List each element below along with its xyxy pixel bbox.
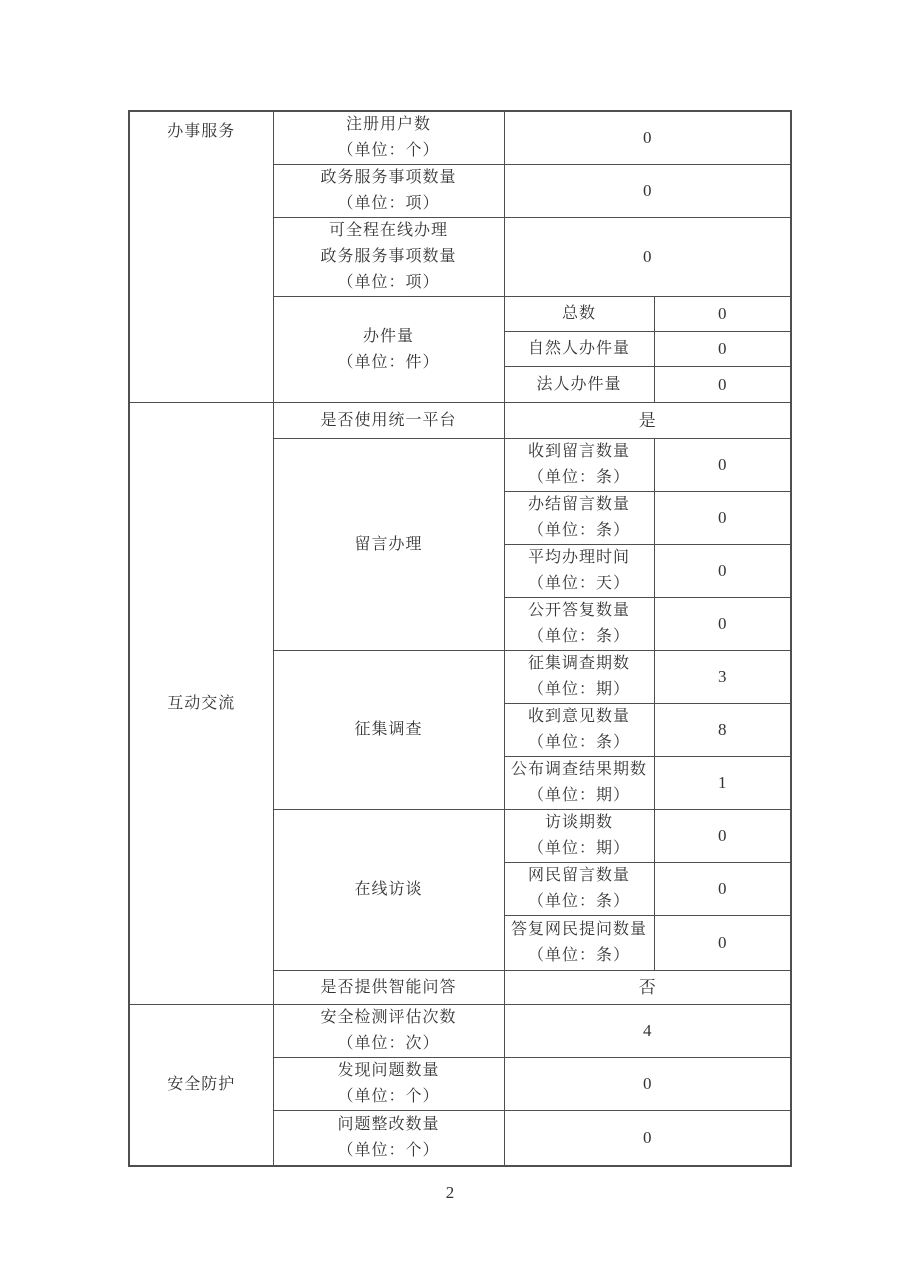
section-label-security: 安全防护 (129, 1005, 273, 1166)
row-label-line: 可全程在线办理 (328, 222, 448, 239)
row-label-volume (273, 297, 504, 403)
row-label: 是否提供智能问答 (273, 971, 504, 1005)
value-cell: 0 (654, 492, 791, 545)
subrow-label-unit: （单位：期） (527, 787, 630, 804)
subrow-label-line: 公布调查结果期数 (510, 761, 647, 778)
subrow-label: 法人办件量 (504, 367, 654, 403)
table-row (129, 1005, 791, 1058)
value-cell: 0 (654, 439, 791, 492)
row-label-unit: （单位：个） (337, 1141, 440, 1159)
row-label-line: 政务服务事项数量 (320, 248, 457, 265)
row-label-line: 问题整改数量 (337, 1115, 440, 1133)
subrow-label: 总数 (504, 297, 654, 332)
row-label-surveys: 征集调查 (273, 651, 504, 810)
row-label-line: 办件量 (362, 327, 414, 345)
subrow-label-unit: （单位：条） (527, 522, 630, 539)
subrow-label-unit: （单位：条） (527, 734, 630, 751)
value-cell: 0 (654, 863, 791, 916)
subrow-label-unit: （单位：条） (527, 469, 630, 486)
subrow-label-line: 办结留言数量 (527, 496, 630, 513)
value-cell: 0 (504, 111, 791, 165)
value-cell: 0 (654, 916, 791, 971)
value-cell: 3 (654, 651, 791, 704)
value-cell: 0 (654, 367, 791, 403)
row-label (273, 1005, 504, 1058)
value-cell: 4 (504, 1005, 791, 1058)
row-label-unit: （单位：个） (337, 142, 440, 159)
row-label-messages: 留言办理 (273, 439, 504, 651)
row-label-line: 安全检测评估次数 (320, 1009, 457, 1026)
row-label (273, 218, 504, 297)
subrow-label (504, 439, 654, 492)
subrow-label (504, 598, 654, 651)
subrow-label (504, 704, 654, 757)
subrow-label-line: 征集调查期数 (527, 655, 630, 672)
value-cell: 0 (654, 332, 791, 367)
section-label-interaction: 互动交流 (129, 403, 273, 1005)
row-label (273, 1111, 504, 1166)
row-label-unit: （单位：项） (337, 195, 440, 212)
value-cell: 否 (504, 971, 791, 1005)
value-cell: 1 (654, 757, 791, 810)
value-cell: 0 (654, 598, 791, 651)
subrow-label-unit: （单位：期） (527, 840, 630, 857)
table-row (129, 111, 791, 165)
subrow-label-unit: （单位：条） (527, 893, 630, 910)
value-cell: 0 (504, 165, 791, 218)
subrow-label (504, 492, 654, 545)
row-label: 是否使用统一平台 (273, 403, 504, 439)
subrow-label-unit: （单位：条） (527, 628, 630, 645)
subrow-label-line: 收到意见数量 (527, 708, 630, 725)
value-cell: 是 (504, 403, 791, 439)
annual-report-table (128, 110, 792, 1167)
page-number: 2 (445, 1183, 455, 1202)
subrow-label: 自然人办件量 (504, 332, 654, 367)
value-cell: 0 (504, 218, 791, 297)
subrow-label (504, 863, 654, 916)
subrow-label (504, 810, 654, 863)
row-label-unit: （单位：项） (337, 274, 440, 291)
table-row (129, 403, 791, 439)
value-cell: 0 (504, 1111, 791, 1166)
value-cell: 0 (504, 1058, 791, 1111)
subrow-label-line: 网民留言数量 (527, 867, 630, 884)
subrow-label-line: 答复网民提问数量 (510, 921, 647, 938)
row-label-unit: （单位：个） (337, 1088, 440, 1105)
subrow-label-line: 公开答复数量 (527, 602, 630, 619)
row-label (273, 111, 504, 165)
row-label (273, 1058, 504, 1111)
row-label-line: 注册用户数 (345, 116, 431, 133)
subrow-label (504, 545, 654, 598)
subrow-label (504, 757, 654, 810)
row-label-line: 政务服务事项数量 (320, 169, 457, 186)
value-cell: 0 (654, 545, 791, 598)
subrow-label-unit: （单位：天） (527, 575, 630, 592)
subrow-label-line: 收到留言数量 (527, 443, 630, 460)
value-cell: 0 (654, 297, 791, 332)
row-label-unit: （单位：件） (337, 353, 440, 371)
row-label-interviews: 在线访谈 (273, 810, 504, 971)
subrow-label-line: 平均办理时间 (527, 549, 630, 566)
value-cell: 0 (654, 810, 791, 863)
subrow-label-unit: （单位：条） (527, 947, 630, 964)
subrow-label (504, 651, 654, 704)
subrow-label-line: 访谈期数 (544, 814, 613, 831)
subrow-label (504, 916, 654, 971)
section-label-service: 办事服务 (129, 111, 273, 403)
row-label-line: 发现问题数量 (337, 1062, 440, 1079)
row-label (273, 165, 504, 218)
subrow-label-unit: （单位：期） (527, 681, 630, 698)
row-label-unit: （单位：次） (337, 1035, 440, 1052)
value-cell: 8 (654, 704, 791, 757)
